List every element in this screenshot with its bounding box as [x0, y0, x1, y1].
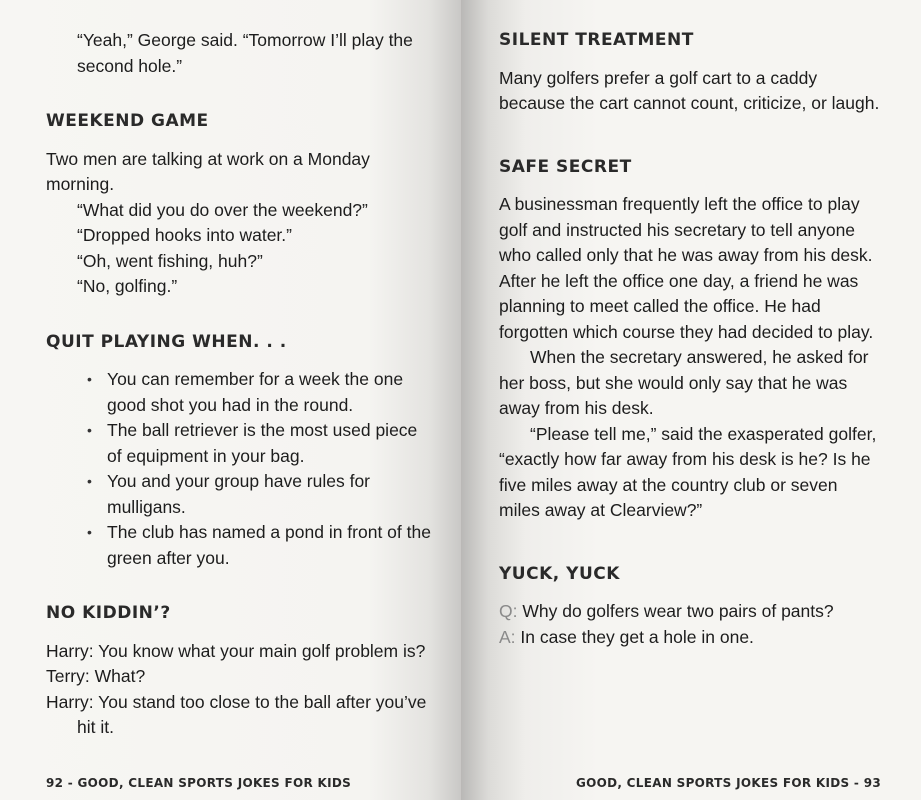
intro-block — [46, 28, 431, 79]
list-item: • The ball retriever is the most used piece of equipment in your bag. — [107, 418, 431, 469]
answer-line — [499, 625, 881, 651]
quit-playing-heading: QUIT PLAYING WHEN. . . — [46, 331, 287, 352]
dialogue-line: “Dropped hooks into water.” — [77, 225, 292, 245]
quit-playing-section — [46, 330, 431, 572]
quit-playing-list — [46, 367, 431, 571]
silent-treatment-heading: SILENT TREATMENT — [499, 30, 694, 50]
weekend-game-intro: Two men are talking at work on a Monday morning. — [46, 148, 370, 194]
silent-treatment-section — [499, 28, 881, 117]
silent-treatment-text: Many golfers prefer a golf cart to a caddy because the cart cannot count, criticize, or laugh. — [499, 67, 880, 113]
list-item: • You and your group have rules for mulligans. — [107, 469, 431, 520]
weekend-game-heading: WEEKEND GAME — [46, 111, 209, 131]
dialogue-line: Terry: What? — [46, 666, 146, 686]
dialogue-line: “What did you do over the weekend?” — [77, 199, 368, 220]
weekend-game-section — [46, 109, 431, 300]
dialogue-line: “No, golfing.” — [77, 276, 178, 296]
dialogue-line: Harry: You know what your main golf problem is? — [46, 640, 426, 661]
page-footer-right: GOOD, CLEAN SPORTS JOKES FOR KIDS - 93 — [575, 775, 881, 790]
page-footer-left: 92 - GOOD, CLEAN SPORTS JOKES FOR KIDS — [46, 775, 352, 790]
no-kiddin-section — [46, 601, 431, 741]
dialogue-line: “Oh, went fishing, huh?” — [77, 250, 263, 271]
safe-secret-paragraph: A businessman frequently left the office to play golf and instructed his secretary to tell anyone who called only that he was away from his desk. After he left the office one day, a friend he was planning to meet called the office. He had forgotten which course they had decided to play. — [499, 194, 874, 342]
safe-secret-paragraph: When the secretary answered, he asked for her boss, but she would only say that he was away from his desk. — [499, 347, 869, 418]
list-item: • You can remember for a week the one good shot you had in the round. — [107, 367, 431, 418]
no-kiddin-heading: NO KIDDIN’? — [46, 603, 171, 623]
dialogue-line: Harry: You stand too close to the ball after you’ve hit it. — [46, 691, 427, 737]
answer-label: A: — [499, 626, 516, 647]
right-page — [461, 0, 921, 800]
question-text: Why do golfers wear two pairs of pants? — [522, 601, 834, 621]
yuck-yuck-heading: YUCK, YUCK — [499, 563, 620, 584]
list-item: • The club has named a pond in front of the green after you. — [107, 520, 431, 571]
question-line — [499, 599, 881, 625]
safe-secret-paragraph: “Please tell me,” said the exasperated golfer, “exactly how far away from his desk is he? Is he five miles away at the country club or seven miles away at Clearview?” — [499, 423, 877, 520]
answer-text: In case they get a hole in one. — [520, 626, 754, 647]
intro-text: “Yeah,” George said. “Tomorrow I’ll play the second hole.” — [77, 30, 413, 76]
safe-secret-heading: SAFE SECRET — [499, 156, 632, 177]
safe-secret-section — [499, 155, 881, 524]
question-label: Q: — [499, 601, 518, 621]
yuck-yuck-section — [499, 562, 881, 651]
